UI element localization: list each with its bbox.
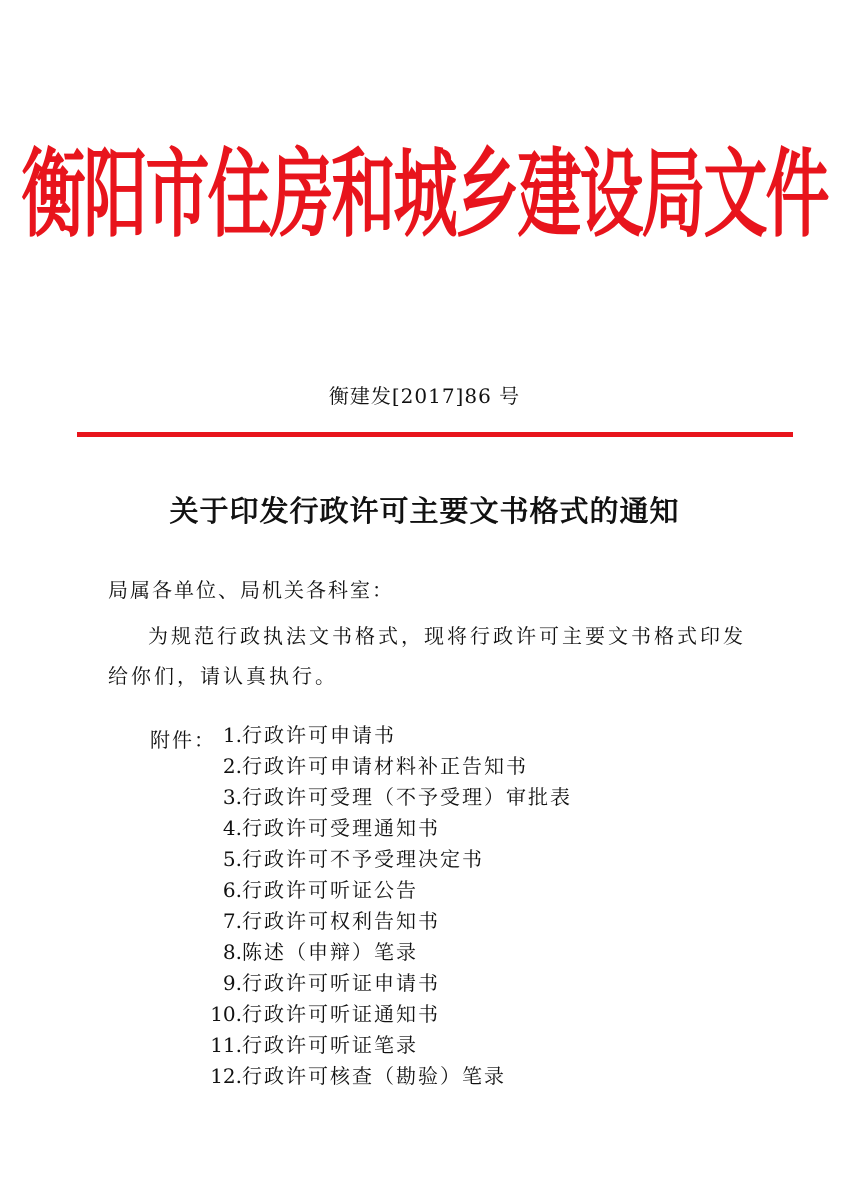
attachment-text: 行政许可申请材料补正告知书: [242, 754, 528, 778]
attachment-number: 4.: [222, 816, 242, 840]
attachment-item: [208, 782, 572, 813]
attachment-text: 行政许可核查（勘验）笔录: [242, 1064, 506, 1088]
attachment-item: [208, 1030, 572, 1061]
addressee: 局属各单位、局机关各科室：: [108, 578, 394, 602]
attachment-number: 8.: [222, 940, 242, 964]
attachment-number: 1.: [222, 723, 242, 747]
attachment-number: 2.: [222, 754, 242, 778]
attachment-text: 行政许可受理通知书: [242, 816, 440, 840]
attachment-item: [208, 720, 572, 751]
attachment-item: [208, 968, 572, 999]
attachment-item: [208, 999, 572, 1030]
attachment-number: 10.: [210, 1002, 242, 1026]
attachments-label: 附件：: [150, 728, 216, 752]
attachment-number: 5.: [222, 847, 242, 871]
attachment-text: 行政许可听证申请书: [242, 971, 440, 995]
attachment-number: 7.: [222, 909, 242, 933]
attachment-text: 行政许可听证笔录: [242, 1033, 418, 1057]
body-paragraph: 为规范行政执法文书格式，现将行政许可主要文书格式印发给你们，请认真执行。: [108, 624, 746, 688]
notice-title: 关于印发行政许可主要文书格式的通知: [169, 494, 680, 528]
red-header-title: 衡阳市住房和城乡建设局文件: [21, 140, 828, 252]
attachment-number: 11.: [210, 1033, 242, 1057]
attachment-text: 行政许可受理（不予受理）审批表: [242, 785, 572, 809]
attachment-text: 行政许可听证公告: [242, 878, 418, 902]
attachment-number: 12.: [210, 1064, 242, 1088]
attachment-item: [208, 875, 572, 906]
attachment-item: [208, 751, 572, 782]
red-divider-line: [77, 432, 793, 437]
attachment-item: [208, 844, 572, 875]
attachment-text: 陈述（申辩）笔录: [242, 940, 418, 964]
attachment-item: [208, 906, 572, 937]
attachment-number: 3.: [222, 785, 242, 809]
attachment-number: 6.: [222, 878, 242, 902]
attachment-text: 行政许可权利告知书: [242, 909, 440, 933]
attachment-number: 9.: [222, 971, 242, 995]
attachment-item: [208, 1061, 572, 1092]
attachment-text: 行政许可听证通知书: [242, 1002, 440, 1026]
attachment-item: [208, 937, 572, 968]
attachment-text: 行政许可申请书: [242, 723, 396, 747]
attachment-text: 行政许可不予受理决定书: [242, 847, 484, 871]
document-number: 衡建发[2017]86 号: [328, 384, 521, 408]
attachments-list: [208, 720, 572, 1092]
attachment-item: [208, 813, 572, 844]
